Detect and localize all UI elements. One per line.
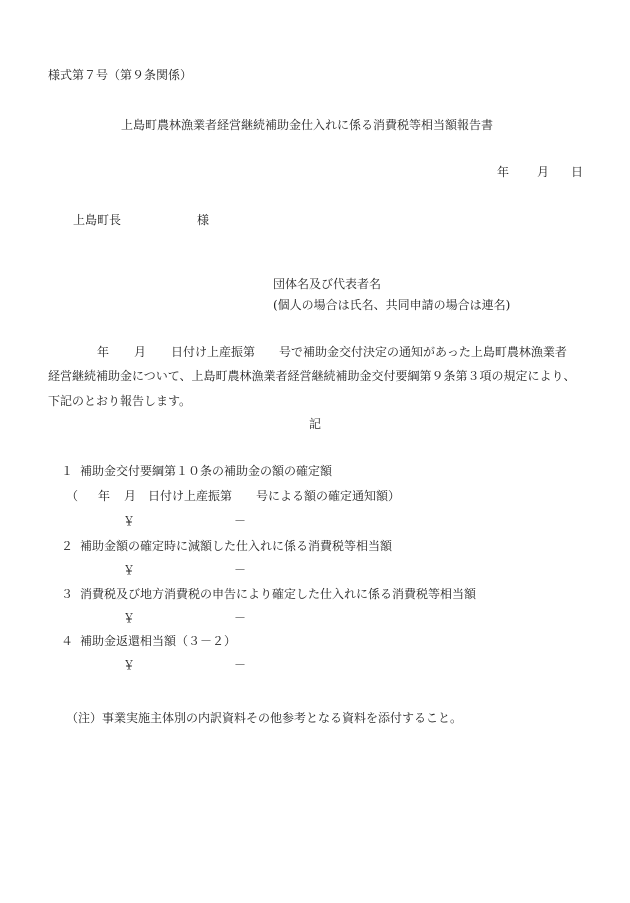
body-month: 月 (134, 345, 147, 359)
document-title: 上島町農林漁業者経営継続補助金仕入れに係る消費税等相当額報告書 (121, 118, 494, 132)
footnote: （注）事業実施主体別の内訳資料その他参考となる資料を添付すること。 (66, 711, 463, 725)
date-month: 月 (537, 165, 550, 179)
amount-dash: － (234, 611, 247, 625)
yen-sign: ￥ (123, 563, 136, 577)
item-label: 消費税及び地方消費税の申告により確定した仕入れに係る消費税等相当額 (80, 587, 477, 601)
form-number: 様式第７号（第９条関係） (48, 68, 193, 82)
item-number: ３ (61, 587, 74, 601)
representative-note: (個人の場合は氏名、共同申請の場合は連名) (273, 298, 511, 312)
item1-sub-month: 月 (124, 489, 137, 503)
item1-sub-rest: 日付け上産振第 号による額の確定通知額） (148, 489, 401, 503)
body-year: 年 (97, 345, 110, 359)
amount-dash: － (234, 658, 247, 672)
item-number: ２ (61, 539, 74, 553)
yen-sign: ￥ (123, 514, 136, 528)
item-label: 補助金交付要綱第１０条の補助金の額の確定額 (80, 464, 333, 478)
body-line2: 経営継続補助金について、上島町農林漁業者経営継続補助金交付要綱第９条第３項の規定により、 (48, 369, 576, 383)
date-year: 年 (497, 165, 510, 179)
item-number: １ (61, 464, 74, 478)
item1-sub-open: （ (66, 489, 79, 503)
item-label: 補助金額の確定時に減額した仕入れに係る消費税等相当額 (80, 539, 393, 553)
date-day: 日 (571, 165, 584, 179)
ki-heading: 記 (309, 417, 322, 431)
yen-sign: ￥ (123, 658, 136, 672)
body-line3: 下記のとおり報告します。 (48, 394, 192, 408)
item-number: ４ (61, 634, 74, 648)
addressee-honorific: 様 (197, 213, 210, 227)
body-line1: 日付け上産振第 号で補助金交付決定の通知があった上島町農林漁業者 (171, 345, 567, 359)
amount-dash: － (234, 514, 247, 528)
item1-sub-year: 年 (98, 489, 111, 503)
yen-sign: ￥ (123, 611, 136, 625)
representative-label: 団体名及び代表者名 (273, 277, 382, 291)
item-label: 補助金返還相当額（３－２） (80, 634, 237, 648)
addressee-name: 上島町長 (73, 213, 122, 227)
amount-dash: － (234, 563, 247, 577)
